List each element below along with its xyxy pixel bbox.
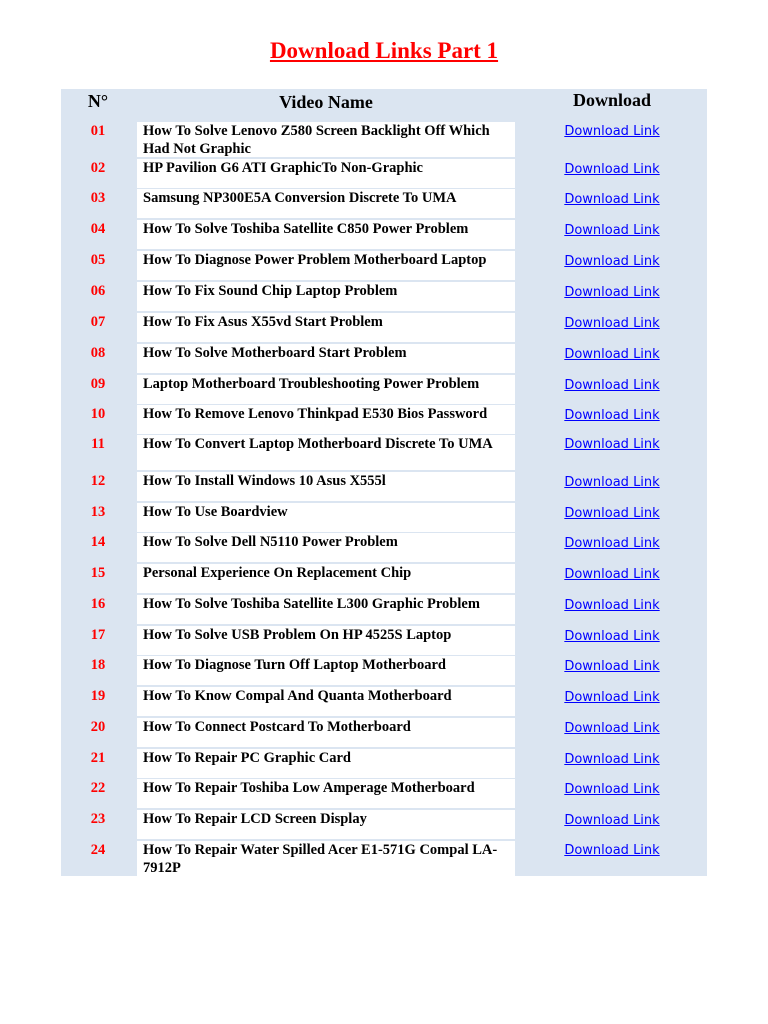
row-number: 07 — [90, 314, 106, 330]
row-video-name: HP Pavilion G6 ATI GraphicTo Non-Graphic — [137, 159, 515, 188]
download-link[interactable]: Download Link — [564, 408, 660, 423]
download-link[interactable]: Download Link — [564, 782, 660, 797]
row-video-name: How To Know Compal And Quanta Motherboard — [137, 687, 515, 716]
table-row — [61, 189, 707, 219]
row-number: 11 — [91, 436, 105, 452]
download-link[interactable]: Download Link — [564, 437, 660, 452]
download-link[interactable]: Download Link — [564, 752, 660, 767]
table-row — [61, 718, 707, 748]
row-video-name: How To Repair Water Spilled Acer E1-571G Compal LA-7912P — [137, 841, 515, 876]
download-link[interactable]: Download Link — [564, 254, 660, 269]
row-video-name: How To Solve Toshiba Satellite L300 Graphic Problem — [137, 595, 515, 624]
download-link[interactable]: Download Link — [564, 223, 660, 238]
row-number: 24 — [90, 842, 106, 858]
download-links-table — [61, 89, 707, 876]
row-number: 20 — [90, 719, 106, 735]
table-header-row — [61, 89, 707, 119]
table-row — [61, 626, 707, 656]
download-link[interactable]: Download Link — [564, 843, 660, 858]
row-number: 14 — [90, 534, 106, 550]
header-video-name: Video Name — [279, 92, 373, 112]
table-row — [61, 313, 707, 343]
table-row — [61, 435, 707, 471]
download-link[interactable]: Download Link — [564, 316, 660, 331]
row-video-name: How To Solve Dell N5110 Power Problem — [137, 533, 515, 562]
header-download: Download — [572, 90, 652, 110]
table-row — [61, 375, 707, 405]
download-link[interactable]: Download Link — [564, 567, 660, 582]
row-video-name: How To Fix Asus X55vd Start Problem — [137, 313, 515, 342]
table-row — [61, 344, 707, 374]
header-number: N° — [87, 91, 109, 111]
download-link[interactable]: Download Link — [564, 506, 660, 521]
row-video-name: How To Install Windows 10 Asus X555l — [137, 472, 515, 501]
row-number: 05 — [90, 252, 106, 268]
download-link[interactable]: Download Link — [564, 813, 660, 828]
download-link[interactable]: Download Link — [564, 598, 660, 613]
download-link[interactable]: Download Link — [564, 162, 660, 177]
download-link[interactable]: Download Link — [564, 475, 660, 490]
table-row — [61, 122, 707, 158]
table-row — [61, 405, 707, 435]
table-row — [61, 472, 707, 502]
row-number: 04 — [90, 221, 106, 237]
row-number: 18 — [90, 657, 106, 673]
table-row — [61, 503, 707, 533]
row-video-name: How To Fix Sound Chip Laptop Problem — [137, 282, 515, 311]
row-number: 23 — [90, 811, 106, 827]
table-row — [61, 841, 707, 877]
table-row — [61, 282, 707, 312]
table-row — [61, 251, 707, 281]
download-link[interactable]: Download Link — [564, 721, 660, 736]
table-row — [61, 749, 707, 779]
row-video-name: How To Connect Postcard To Motherboard — [137, 718, 515, 747]
row-video-name: How To Diagnose Power Problem Motherboard Laptop — [137, 251, 515, 280]
row-video-name: Personal Experience On Replacement Chip — [137, 564, 515, 593]
download-link[interactable]: Download Link — [564, 690, 660, 705]
row-number: 15 — [90, 565, 106, 581]
row-video-name: Samsung NP300E5A Conversion Discrete To UMA — [137, 189, 515, 218]
row-video-name: How To Solve Lenovo Z580 Screen Backlight Off Which Had Not Graphic — [137, 122, 515, 157]
row-video-name: Laptop Motherboard Troubleshooting Power Problem — [137, 375, 515, 404]
row-number: 16 — [90, 596, 106, 612]
row-video-name: How To Repair LCD Screen Display — [137, 810, 515, 839]
table-row — [61, 595, 707, 625]
row-number: 09 — [90, 376, 106, 392]
row-number: 12 — [90, 473, 106, 489]
row-video-name: How To Use Boardview — [137, 503, 515, 532]
row-number: 02 — [90, 160, 106, 176]
row-number: 08 — [90, 345, 106, 361]
download-link[interactable]: Download Link — [564, 347, 660, 362]
row-video-name: How To Convert Laptop Motherboard Discrete To UMA — [137, 435, 515, 470]
page-title: Download Links Part 1 — [269, 38, 499, 63]
table-row — [61, 564, 707, 594]
table-row — [61, 810, 707, 840]
row-number: 10 — [90, 406, 106, 422]
table-row — [61, 687, 707, 717]
row-video-name: How To Solve USB Problem On HP 4525S Laptop — [137, 626, 515, 655]
row-video-name: How To Solve Motherboard Start Problem — [137, 344, 515, 373]
row-video-name: How To Repair Toshiba Low Amperage Motherboard — [137, 779, 515, 808]
row-number: 21 — [90, 750, 106, 766]
row-video-name: How To Repair PC Graphic Card — [137, 749, 515, 778]
download-link[interactable]: Download Link — [564, 285, 660, 300]
row-video-name: How To Remove Lenovo Thinkpad E530 Bios Password — [137, 405, 515, 434]
download-link[interactable]: Download Link — [564, 536, 660, 551]
row-video-name: How To Solve Toshiba Satellite C850 Power Problem — [137, 220, 515, 249]
table-row — [61, 220, 707, 250]
table-row — [61, 656, 707, 686]
row-video-name: How To Diagnose Turn Off Laptop Motherboard — [137, 656, 515, 685]
row-number: 17 — [90, 627, 106, 643]
row-number: 03 — [90, 190, 106, 206]
row-number: 06 — [90, 283, 106, 299]
row-number: 22 — [90, 780, 106, 796]
download-link[interactable]: Download Link — [564, 629, 660, 644]
download-link[interactable]: Download Link — [564, 192, 660, 207]
table-row — [61, 533, 707, 563]
download-link[interactable]: Download Link — [564, 124, 660, 139]
row-number: 01 — [90, 123, 106, 139]
table-row — [61, 779, 707, 809]
download-link[interactable]: Download Link — [564, 378, 660, 393]
download-link[interactable]: Download Link — [564, 659, 660, 674]
row-number: 19 — [90, 688, 106, 704]
table-row — [61, 159, 707, 189]
row-number: 13 — [90, 504, 106, 520]
